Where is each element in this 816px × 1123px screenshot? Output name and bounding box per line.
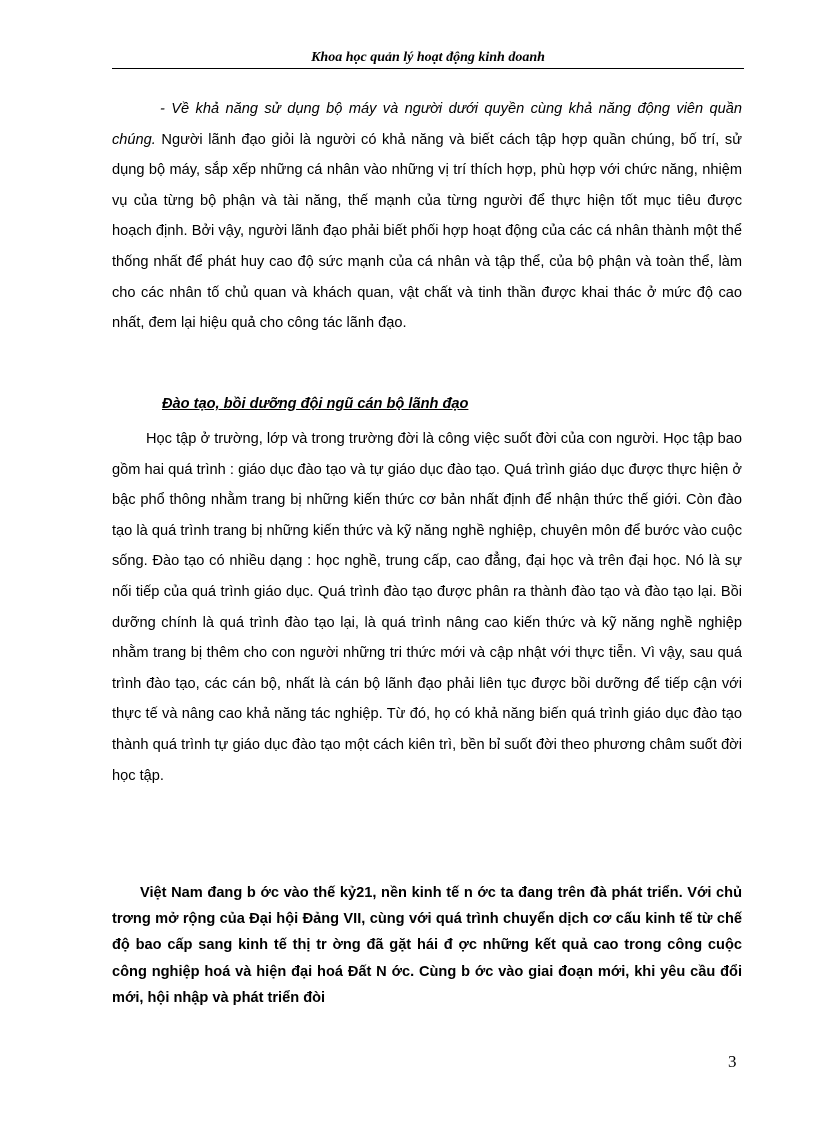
paragraph-body: Người lãnh đạo giỏi là người có khả năng và biết cách tập hợp quần chúng, bố trí, sử dụng bộ máy, sắp xếp những cá nhân vào những vị trí thích hợp, phù hợp với chức năng, nhiệm vụ của từng bộ phận và tài năng, thế mạnh của từng người để thực hiện tốt mục tiêu được hoạch định. Bởi vậy, người lãnh đạo phải biết phối hợp hoạt động của các cá nhân thành một thể thống nhất để phát huy cao độ sức mạnh của cá nhân và tập thể, của bộ phận và toàn thể, làm cho các nhân tố chủ quan và khách quan, vật chất và tinh thần được khai thác ở mức độ cao nhất, đem lại hiệu quả cho công tác lãnh đạo. — [112, 131, 742, 332]
header-rule — [112, 68, 744, 69]
section-heading: Đào tạo, bồi dưỡng đội ngũ cán bộ lãnh đạo — [162, 396, 469, 412]
paragraph-lead-italic: - Về khả năng sử dụng bộ máy và người dưới quyền cùng khả năng động viên quần chúng. — [112, 101, 742, 148]
paragraph-leadership-ability — [112, 94, 742, 339]
paragraph-training: Học tập ở trường, lớp và trong trường đời là công việc suốt đời của con người. Học tập bao gồm hai quá trình : giáo dục đào tạo và tự giáo dục đào tạo. Quá trình giáo dục được thực hiện ở bậc phổ thông nhằm trang bị những kiến thức cơ bản nhất định để nhận thức thế giới. Còn đào tạo là quá trình trang bị những kiến thức và kỹ năng nghề nghiệp, chuyên môn để bước vào cuộc sống. Đào tạo có nhiều dạng : học nghề, trung cấp, cao đẳng, đại học và trên đại học. Nó là sự nối tiếp của quá trình giáo dục. Quá trình đào tạo được phân ra thành đào tạo và đào tạo lại. Bồi dưỡng chính là quá trình đào tạo lại, là quá trình nâng cao kiến thức và kỹ năng nghề nghiệp nhằm trang bị thêm cho con người những tri thức mới và cập nhật với thực tiễn. Vì vậy, sau quá trình đào tạo, các cán bộ, nhất là cán bộ lãnh đạo phải liên tục được bồi dưỡng để tiếp cận với thực tế và nâng cao khả năng tác nghiệp. Từ đó, họ có khả năng biến quá trình giáo dục đào tạo thành quá trình tự giáo dục đào tạo một cách kiên trì, bền bỉ suốt đời theo phương châm suốt đời học tập. — [112, 431, 742, 784]
paragraph-vietnam-economy: Việt Nam đang b ớc vào thế kỷ21, nền kinh tế n ớc ta đang trên đà phát triển. Với chủ trơng mở rộng của Đại hội Đảng VII, cùng với quá trình chuyển dịch cơ cấu kinh tế từ chế độ bao cấp sang kinh tế thị tr ờng đã gặt hái đ ợc những kết quả cao trong công cuộc công nghiệp hoá và hiện đại hoá Đất N ớc. Cùng b ớc vào giai đoạn mới, khi yêu cầu đổi mới, hội nhập và phát triển đòi — [112, 885, 742, 1006]
page-number: 3 — [728, 1052, 737, 1071]
running-header: Khoa học quản lý hoạt động kinh doanh — [311, 50, 545, 65]
